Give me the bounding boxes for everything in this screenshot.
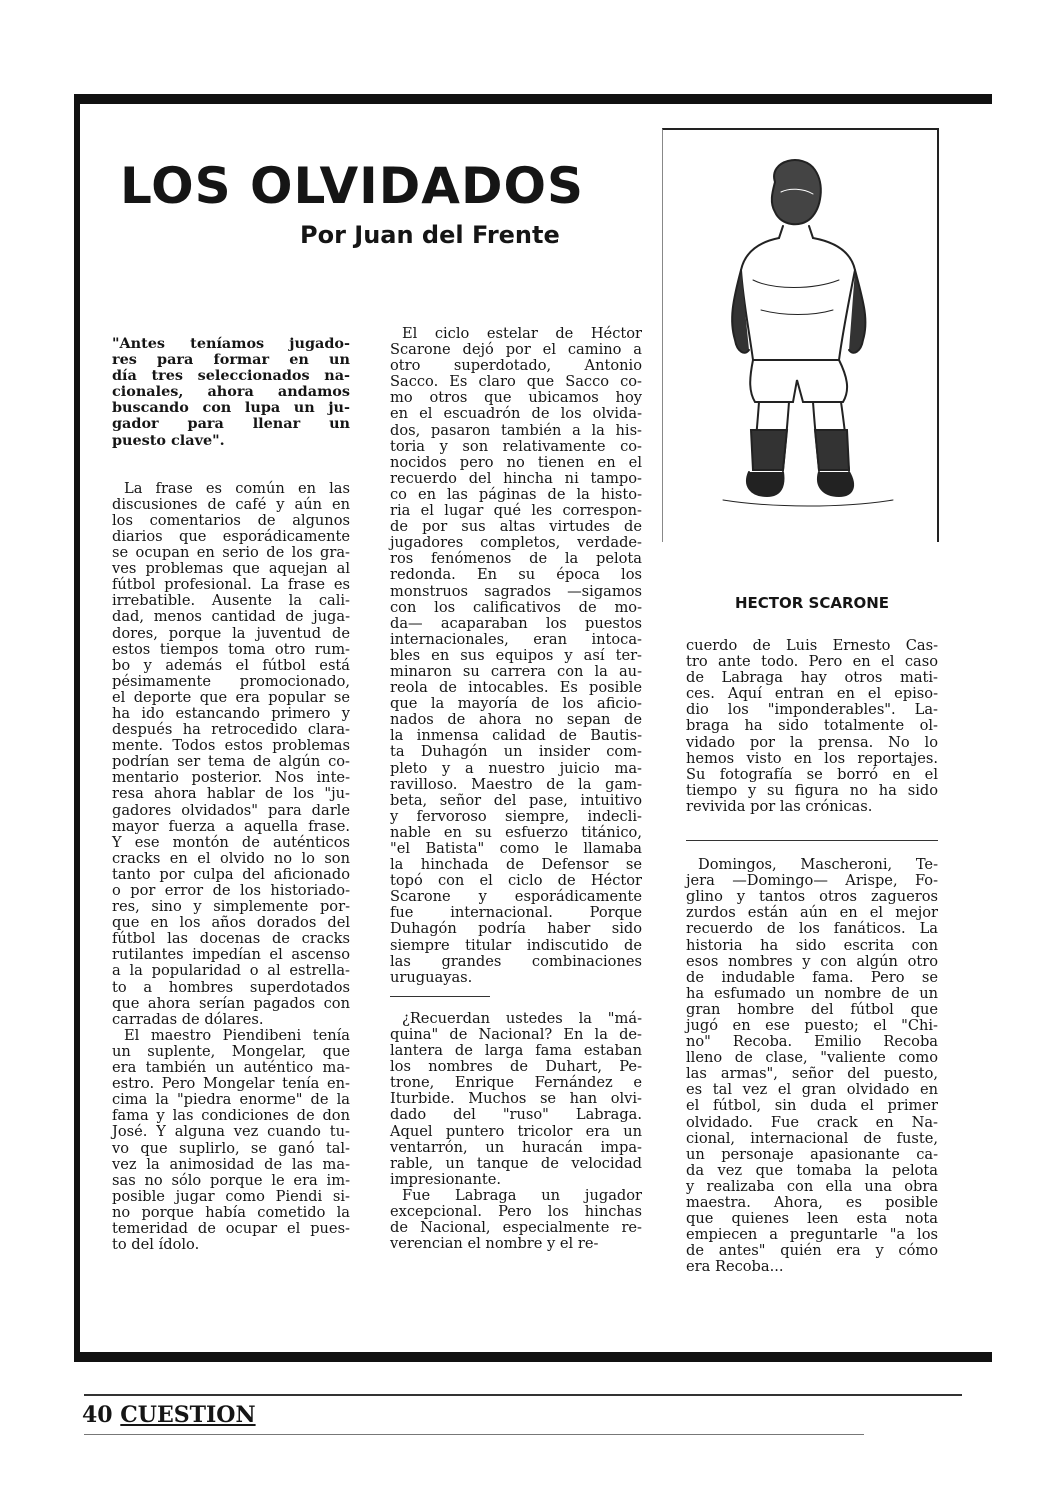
pull-quote-line: gador para llenar un xyxy=(112,415,350,433)
column-1-line: el deporte que era popular se xyxy=(112,688,350,706)
column-2b-line: ventarrón, un huracán impa- xyxy=(390,1138,642,1156)
column-3-line: hemos visto en los reportajes. xyxy=(686,749,938,767)
column-2-line: "el Batista" como le llamaba xyxy=(390,840,642,857)
column-3b-line: era Recoba... xyxy=(686,1258,784,1276)
column-1-line: vo que suplirlo, se ganó tal- xyxy=(112,1139,350,1157)
column-1-line: José. Y alguna vez cuando tu- xyxy=(112,1123,350,1141)
column-1-line: mayor fuerza a aquella frase. xyxy=(112,817,350,835)
column-1 xyxy=(112,336,350,1253)
player-illustration xyxy=(662,128,939,542)
column-1-line: cracks en el olvido no lo son xyxy=(112,849,350,867)
column-3b-line: jugó en ese puesto; el "Chi- xyxy=(686,1016,938,1034)
column-2b-line: impresionante. xyxy=(390,1170,502,1188)
column-2-line: otro superdotado, Antonio xyxy=(390,357,642,375)
column-1-line: La frase es común en las xyxy=(124,479,350,497)
column-3b-line: recuerdo de los fanáticos. La xyxy=(686,920,938,938)
column-3-line: ces. Aquí entran en el episo- xyxy=(686,685,938,703)
column-1-line: era también un auténtico ma- xyxy=(112,1059,350,1077)
column-2-divider xyxy=(390,996,490,997)
column-1-line: no porque había cometido la xyxy=(112,1203,350,1221)
column-1-line: to a hombres superdotados xyxy=(112,978,350,996)
column-1-line: cima la "piedra enorme" de la xyxy=(112,1091,350,1109)
column-3-body-a xyxy=(686,638,938,815)
column-2b-line: Fue Labraga un jugador xyxy=(402,1186,642,1204)
column-2-line: jugadores completos, verdade- xyxy=(390,534,642,552)
column-2-line: que la mayoría de los aficio- xyxy=(390,695,642,713)
column-2b-line: Iturbide. Muchos se han olvi- xyxy=(390,1090,642,1108)
frame-left-bar xyxy=(74,94,80,1356)
frame-bottom-bar xyxy=(74,1352,992,1362)
pull-quote-line: buscando con lupa un ju- xyxy=(112,399,350,417)
column-3b-line: ha esfumado un nombre de un xyxy=(686,984,938,1002)
column-2b-line: rable, un tanque de velocidad xyxy=(390,1154,642,1172)
column-1-line: bo y además el fútbol está xyxy=(112,656,350,674)
column-3-line: Su fotografía se borró en el xyxy=(686,765,938,783)
column-3-body-b xyxy=(686,857,938,1275)
column-1-line: temeridad de ocupar el pues- xyxy=(112,1219,350,1237)
column-2-line: redonda. En su época los xyxy=(390,566,642,584)
photo-caption: HECTOR SCARONE xyxy=(734,594,890,612)
column-2-line: y fervoroso siempre, indecli- xyxy=(390,807,642,825)
column-2 xyxy=(390,326,642,1252)
column-2-line: El ciclo estelar de Héctor xyxy=(402,325,642,342)
column-3b-line: las armas", señor del puesto, xyxy=(686,1065,938,1083)
footer-rule xyxy=(84,1394,962,1396)
column-2-line: nable en su esfuerzo titánico, xyxy=(390,823,642,841)
column-3b-line: de antes" quién era y cómo xyxy=(686,1242,938,1260)
column-3b-line: gran hombre del fútbol que xyxy=(686,1000,938,1018)
column-2-line: Duhagón podría haber sido xyxy=(390,920,642,938)
column-2-body-a xyxy=(390,326,642,986)
column-2-line: nocidos pero no tienen en el xyxy=(390,453,642,471)
column-1-line: dores, porque la juventud de xyxy=(112,624,350,642)
column-2b-line: verencian el nombre y el re- xyxy=(390,1235,599,1253)
pull-quote-line: "Antes teníamos jugado- xyxy=(112,335,350,352)
column-3b-line: y realizaba con ella una obra xyxy=(686,1177,938,1195)
column-3b-line: que quienes leen esta nota xyxy=(686,1210,938,1228)
column-2-line: uruguayas. xyxy=(390,968,473,986)
column-1-line: mente. Todos estos problemas xyxy=(112,737,350,755)
footer-label xyxy=(82,1402,256,1428)
column-3-line: tiempo y su figura no ha sido xyxy=(686,781,938,799)
column-2-line: con los calificativos de mo- xyxy=(390,598,642,616)
page-number: 40 xyxy=(82,1402,113,1428)
column-2-line: Scarone y esporádicamente xyxy=(390,888,642,906)
article-title: LOS OLVIDADOS xyxy=(120,157,585,215)
column-3b-line: no" Recoba. Emilio Recoba xyxy=(686,1033,938,1051)
column-3b-line: da vez que tomaba la pelota xyxy=(686,1161,938,1179)
column-2-line: en el escuadrón de los olvida- xyxy=(390,405,642,423)
column-3b-line: Domingos, Mascheroni, Te- xyxy=(698,856,938,874)
column-1-line: que en los años dorados del xyxy=(112,914,350,932)
article-byline: Por Juan del Frente xyxy=(300,221,560,249)
column-2b-line: lantera de larga fama estaban xyxy=(390,1042,642,1060)
column-3-line: dio los "imponderables". La- xyxy=(686,701,938,719)
column-2-body-b xyxy=(390,1011,642,1252)
column-2-line: la hinchada de Defensor se xyxy=(390,856,642,874)
column-2-line: monstruos sagrados —sigamos xyxy=(390,582,642,600)
column-1-body xyxy=(112,481,350,1254)
column-3 xyxy=(686,638,938,1275)
column-3-line: tro ante todo. Pero en el caso xyxy=(686,653,938,671)
column-2b-line: ¿Recuerdan ustedes la "má- xyxy=(402,1009,642,1027)
column-3-line: vidado por la prensa. No lo xyxy=(686,733,938,751)
column-2-line: Sacco. Es claro que Sacco co- xyxy=(390,373,642,391)
column-3b-line: jera —Domingo— Arispe, Fo- xyxy=(686,872,938,890)
column-2-line: ravilloso. Maestro de la gam- xyxy=(390,775,642,793)
column-1-line: discusiones de café y aún en xyxy=(112,495,350,513)
column-2-line: fue internacional. Porque xyxy=(390,904,642,922)
column-2-line: bles en sus equipos y así ter- xyxy=(390,646,642,664)
column-1-line: mentario posterior. Nos inte- xyxy=(112,769,350,787)
pull-quote-line: puesto clave". xyxy=(112,431,225,449)
column-3-divider xyxy=(686,840,938,841)
column-2-line: toria y son relativamente co- xyxy=(390,437,642,455)
column-2-line: ros fenómenos de la pelota xyxy=(390,550,642,568)
column-3b-line: maestra. Ahora, es posible xyxy=(686,1194,938,1211)
column-1-line: gadores olvidados" para darle xyxy=(112,801,350,819)
column-1-line: a la popularidad o al estrella- xyxy=(112,962,350,980)
column-1-line: pésimamente promocionado, xyxy=(112,672,350,690)
column-1-line: fútbol profesional. La frase es xyxy=(112,576,350,594)
frame-top-bar xyxy=(74,94,992,104)
column-2b-line: dado del "ruso" Labraga. xyxy=(390,1106,642,1124)
column-2-line: reola de intocables. Es posible xyxy=(390,679,642,697)
column-1-line: sas no sólo porque le era im- xyxy=(112,1171,350,1189)
column-1-line: después ha retrocedido clara- xyxy=(112,721,350,739)
column-2-line: co en las páginas de la histo- xyxy=(390,485,642,503)
column-2-line: dos, pasaron también a la his- xyxy=(390,421,642,439)
column-1-line: resa ahora hablar de los "ju- xyxy=(112,785,350,803)
column-1-line: vez la animosidad de las ma- xyxy=(112,1155,350,1173)
pull-quote-line: cionales, ahora andamos xyxy=(112,383,350,401)
column-3b-line: cional, internacional de fuste, xyxy=(686,1129,938,1147)
column-3b-line: de indudable fama. Pero se xyxy=(686,968,938,986)
column-2b-line: excepcional. Pero los hinchas xyxy=(390,1202,642,1220)
column-3-line: braga ha sido totalmente ol- xyxy=(686,717,938,735)
column-2-line: la inmensa calidad de Bautis- xyxy=(390,727,642,745)
column-1-line: podrían ser tema de algún co- xyxy=(112,753,350,771)
column-2b-line: quina" de Nacional? En la de- xyxy=(390,1025,642,1043)
column-1-line: ha ido estancando primero y xyxy=(112,704,350,722)
column-1-line: o por error de los historiado- xyxy=(112,882,350,899)
column-1-line: un suplente, Mongelar, que xyxy=(112,1042,350,1060)
column-2-line: ria el lugar qué les correspon- xyxy=(390,502,642,520)
column-3-line: de Labraga hay otros mati- xyxy=(686,669,938,687)
column-1-line: fama y las condiciones de don xyxy=(112,1107,350,1125)
column-1-line: ves problemas que aquejan al xyxy=(112,560,350,578)
column-1-line: posible jugar como Piendi si- xyxy=(112,1187,350,1205)
column-3b-line: zurdos están aún en el mejor xyxy=(686,904,938,922)
column-1-line: se ocupan en serio de los gra- xyxy=(112,544,350,562)
column-2b-line: los nombres de Duhart, Pe- xyxy=(390,1058,642,1076)
column-2-line: topó con el ciclo de Héctor xyxy=(390,872,642,890)
column-2-line: beta, señor del pase, intuitivo xyxy=(390,791,642,809)
column-2b-line: de Nacional, especialmente re- xyxy=(390,1219,642,1237)
column-2-line: recuerdo del hincha ni tampo- xyxy=(390,469,642,487)
column-2-line: siempre titular indiscutido de xyxy=(390,936,642,954)
column-1-line: diarios que esporádicamente xyxy=(112,527,350,545)
column-2-line: mo otros que ubicamos hoy xyxy=(390,389,642,407)
column-2-line: las grandes combinaciones xyxy=(390,952,642,970)
player-sketch-icon xyxy=(663,130,937,542)
column-2-line: internacionales, eran intoca- xyxy=(390,630,642,648)
pull-quote-line: res para formar en un xyxy=(112,351,350,369)
column-1-line: estos tiempos toma otro rum- xyxy=(112,640,350,658)
column-2-line: nados de ahora no sepan de xyxy=(390,711,642,729)
column-1-line: El maestro Piendibeni tenía xyxy=(124,1026,350,1044)
column-1-line: fútbol las docenas de cracks xyxy=(112,930,350,948)
column-3-line: cuerdo de Luis Ernesto Cas- xyxy=(686,637,938,654)
column-1-line: los comentarios de algunos xyxy=(112,511,350,529)
column-3b-line: historia ha sido escrita con xyxy=(686,936,938,954)
column-3-line: revivida por las crónicas. xyxy=(686,797,873,815)
column-2-line: pleto y a nuestro juicio ma- xyxy=(390,759,642,777)
column-3b-line: glino y tantos otros zagueros xyxy=(686,888,938,906)
column-2-line: minaron su carrera con la au- xyxy=(390,662,642,680)
column-2b-line: Aquel puntero tricolor era un xyxy=(390,1122,642,1140)
column-3b-line: lleno de clase, "valiente como xyxy=(686,1049,938,1067)
pull-quote xyxy=(112,336,350,449)
column-1-line: irrebatible. Ausente la cali- xyxy=(112,592,350,610)
column-3b-line: olvidado. Fue crack en Na- xyxy=(686,1113,938,1131)
column-1-line: res, sino y simplemente por- xyxy=(112,898,350,916)
magazine-name: CUESTION xyxy=(120,1402,256,1428)
column-1-line: rutilantes impedían el ascenso xyxy=(112,946,350,964)
column-3b-line: el fútbol, sin duda el primer xyxy=(686,1097,938,1115)
column-1-line: estro. Pero Mongelar tenía en- xyxy=(112,1075,350,1093)
pull-quote-line: día tres seleccionados na- xyxy=(112,367,350,385)
column-1-line: dad, menos cantidad de juga- xyxy=(112,608,350,626)
column-2-line: da— acaparaban los puestos xyxy=(390,614,642,632)
column-1-line: to del ídolo. xyxy=(112,1236,200,1254)
column-1-line: Y ese montón de auténticos xyxy=(112,833,350,851)
column-3b-line: esos nombres y con algún otro xyxy=(686,952,938,970)
column-1-line: tanto por culpa del aficionado xyxy=(112,865,350,883)
column-2b-line: trone, Enrique Fernández e xyxy=(390,1074,642,1092)
column-3b-line: empiecen a preguntarle "a los xyxy=(686,1226,938,1244)
column-1-line: que ahora serían pagados con xyxy=(112,994,350,1012)
footer-rule-thin xyxy=(84,1434,864,1435)
column-2-line: Scarone dejó por el camino a xyxy=(390,341,642,359)
column-2-line: de por sus altas virtudes de xyxy=(390,518,642,536)
column-3b-line: un personaje apasionante ca- xyxy=(686,1145,938,1163)
column-3b-line: es tal vez el gran olvidado en xyxy=(686,1081,938,1099)
column-2-line: ta Duhagón un insider com- xyxy=(390,743,642,761)
column-1-line: carradas de dólares. xyxy=(112,1010,264,1028)
